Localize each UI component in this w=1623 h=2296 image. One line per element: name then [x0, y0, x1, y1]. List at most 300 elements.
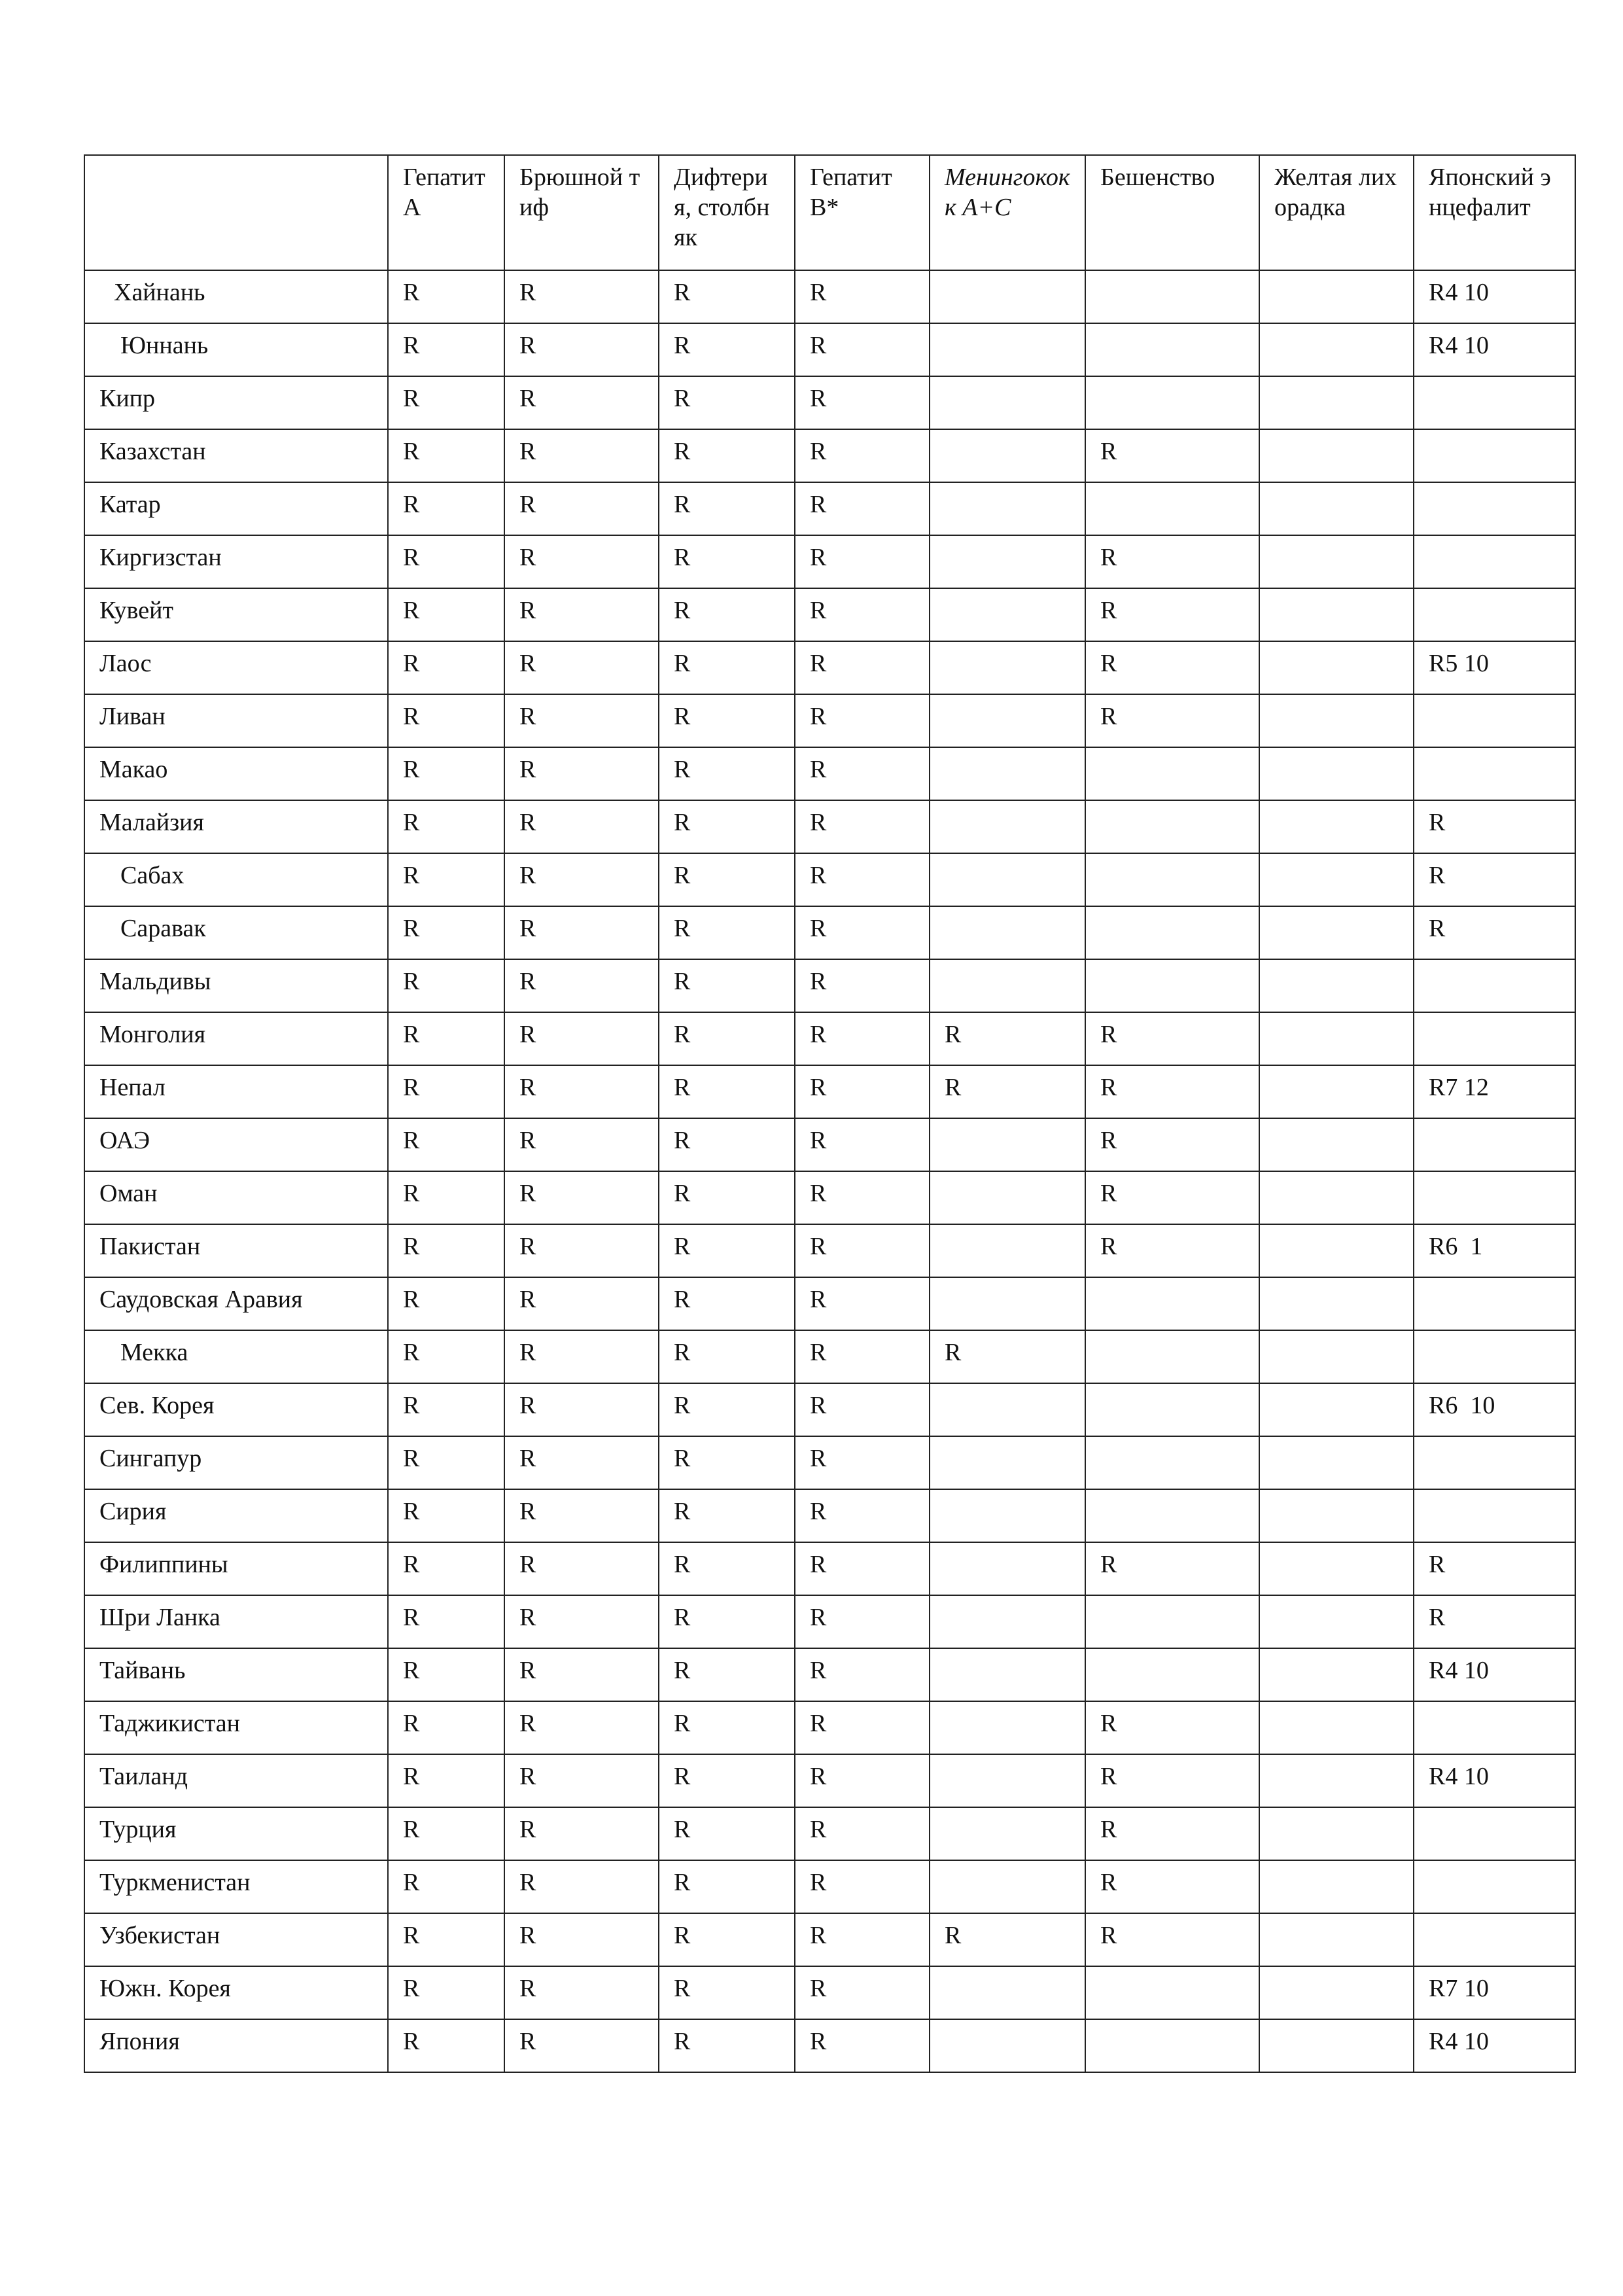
- vaccine-value: R: [1100, 650, 1117, 677]
- vaccine-value: R: [519, 1551, 536, 1578]
- vaccine-cell: [1085, 1383, 1259, 1436]
- vaccine-value: R: [810, 1604, 827, 1631]
- vaccine-cell: [659, 1224, 795, 1277]
- vaccine-value: R: [810, 544, 827, 571]
- vaccine-value: R: [1100, 1180, 1117, 1207]
- vaccine-cell: [1085, 1648, 1259, 1701]
- table-row: [84, 1012, 1575, 1065]
- vaccine-value: R: [519, 544, 536, 571]
- vaccine-value: R4 10: [1429, 332, 1489, 359]
- vaccine-value: R: [519, 597, 536, 624]
- vaccine-cell: [659, 1330, 795, 1383]
- vaccine-value: R: [810, 597, 827, 624]
- vaccine-cell: [1414, 1542, 1575, 1595]
- country-cell: [84, 1807, 388, 1860]
- vaccine-cell: [1085, 1966, 1259, 2019]
- vaccine-value: R: [403, 1869, 420, 1896]
- vaccine-value: R: [674, 1021, 691, 1048]
- vaccine-value: R: [1100, 1233, 1117, 1260]
- vaccine-cell: [1414, 1436, 1575, 1489]
- vaccine-value: R: [519, 1021, 536, 1048]
- vaccine-cell: [930, 1860, 1085, 1913]
- vaccine-value: R: [519, 1975, 536, 2002]
- vaccine-cell: [659, 270, 795, 323]
- vaccine-cell: [930, 1807, 1085, 1860]
- vaccine-value: R: [810, 1233, 827, 1260]
- column-header-label: Гепатит А: [403, 164, 485, 221]
- country-cell: [84, 1648, 388, 1701]
- vaccine-cell: [659, 1118, 795, 1171]
- vaccine-cell: [1259, 1012, 1414, 1065]
- country-name: Узбекистан: [99, 1922, 220, 1949]
- vaccine-value: R: [1100, 1763, 1117, 1790]
- vaccine-cell: [659, 1436, 795, 1489]
- vaccine-value: R: [403, 1551, 420, 1578]
- vaccine-cell: [1259, 1542, 1414, 1595]
- table-row: [84, 323, 1575, 376]
- vaccine-cell: [795, 1277, 930, 1330]
- vaccine-value: R: [674, 756, 691, 783]
- country-cell: [84, 1595, 388, 1648]
- vaccine-value: R: [403, 1339, 420, 1366]
- vaccine-value: R: [519, 1339, 536, 1366]
- vaccine-value: R: [519, 1604, 536, 1631]
- vaccine-value: R: [674, 491, 691, 518]
- vaccine-cell: [659, 429, 795, 482]
- vaccine-value: R: [1100, 438, 1117, 465]
- vaccine-cell: [1414, 588, 1575, 641]
- vaccine-cell: [1414, 1383, 1575, 1436]
- vaccine-value: R: [403, 1922, 420, 1949]
- country-cell: [84, 429, 388, 482]
- vaccine-cell: [795, 1171, 930, 1224]
- vaccine-value: R: [810, 703, 827, 730]
- vaccine-cell: [1085, 1913, 1259, 1966]
- vaccine-cell: [388, 1065, 504, 1118]
- vaccine-value: R: [403, 756, 420, 783]
- vaccine-value: R: [1429, 1604, 1446, 1631]
- vaccine-cell: [1414, 959, 1575, 1012]
- vaccine-cell: [1414, 535, 1575, 588]
- vaccine-cell: [1414, 1171, 1575, 1224]
- vaccine-value: R: [674, 1180, 691, 1207]
- table-row: [84, 1860, 1575, 1913]
- vaccine-value: R: [403, 915, 420, 942]
- vaccine-cell: [795, 800, 930, 853]
- vaccine-cell: [1414, 1489, 1575, 1542]
- vaccine-value: R: [810, 756, 827, 783]
- country-cell: [84, 482, 388, 535]
- vaccine-value: R: [403, 385, 420, 412]
- vaccine-value: R: [403, 1975, 420, 2002]
- vaccine-value: R: [674, 544, 691, 571]
- vaccine-value: R: [403, 1286, 420, 1313]
- vaccine-cell: [930, 1436, 1085, 1489]
- vaccine-cell: [1259, 1595, 1414, 1648]
- country-cell: [84, 1330, 388, 1383]
- vaccine-value: R: [403, 1763, 420, 1790]
- country-name: Пакистан: [99, 1233, 201, 1260]
- vaccine-cell: [388, 747, 504, 800]
- vaccine-cell: [1414, 1754, 1575, 1807]
- country-name: Монголия: [99, 1021, 206, 1048]
- vaccine-cell: [504, 641, 659, 694]
- vaccine-value: R: [945, 1922, 962, 1949]
- vaccine-cell: [795, 694, 930, 747]
- vaccine-value: R: [519, 438, 536, 465]
- vaccine-cell: [1259, 1277, 1414, 1330]
- vaccine-cell: [388, 1489, 504, 1542]
- vaccine-cell: [388, 1171, 504, 1224]
- country-name: Мекка: [120, 1339, 188, 1366]
- country-name: Саудовская Аравия: [99, 1286, 303, 1313]
- vaccine-value: R: [674, 385, 691, 412]
- country-name: Казахстан: [99, 438, 206, 465]
- vaccine-cell: [795, 482, 930, 535]
- vaccine-cell: [388, 1754, 504, 1807]
- vaccine-value: R: [403, 438, 420, 465]
- vaccine-value: R: [810, 650, 827, 677]
- vaccine-cell: [388, 1807, 504, 1860]
- table-row: [84, 1542, 1575, 1595]
- table-row: [84, 535, 1575, 588]
- vaccine-cell: [504, 588, 659, 641]
- vaccine-value: R: [519, 1922, 536, 1949]
- vaccine-value: R: [810, 1657, 827, 1684]
- vaccine-value: R: [519, 1445, 536, 1472]
- vaccine-cell: [388, 1012, 504, 1065]
- country-name: Лаос: [99, 650, 152, 677]
- vaccine-value: R: [403, 491, 420, 518]
- table-row: [84, 588, 1575, 641]
- vaccine-cell: [659, 1754, 795, 1807]
- vaccine-cell: [659, 535, 795, 588]
- vaccine-cell: [930, 1595, 1085, 1648]
- vaccine-cell: [1414, 1966, 1575, 2019]
- vaccine-cell: [388, 694, 504, 747]
- vaccine-cell: [1085, 641, 1259, 694]
- vaccine-value: R: [403, 1233, 420, 1260]
- vaccine-cell: [504, 535, 659, 588]
- vaccine-cell: [930, 1754, 1085, 1807]
- vaccine-cell: [1414, 2019, 1575, 2072]
- vaccine-cell: [388, 1701, 504, 1754]
- vaccine-value: R: [403, 862, 420, 889]
- country-cell: [84, 1224, 388, 1277]
- header-cell: [388, 155, 504, 270]
- vaccine-value: R: [810, 279, 827, 306]
- vaccine-cell: [1414, 376, 1575, 429]
- vaccine-cell: [504, 1383, 659, 1436]
- vaccine-value: R: [403, 1657, 420, 1684]
- column-header-label: Бешенство: [1100, 164, 1215, 191]
- vaccine-cell: [1414, 1330, 1575, 1383]
- vaccine-value: R: [403, 597, 420, 624]
- vaccine-value: R: [519, 491, 536, 518]
- vaccine-cell: [930, 694, 1085, 747]
- vaccine-cell: [1414, 1277, 1575, 1330]
- vaccine-value: R4 10: [1429, 2028, 1489, 2055]
- vaccine-value: R: [403, 1021, 420, 1048]
- vaccine-value: R: [403, 650, 420, 677]
- vaccine-value: R: [674, 1816, 691, 1843]
- vaccine-value: R6 1: [1429, 1233, 1483, 1260]
- vaccine-cell: [795, 1383, 930, 1436]
- vaccine-cell: [1414, 800, 1575, 853]
- vaccine-value: R: [674, 1392, 691, 1419]
- vaccine-value: R6 10: [1429, 1392, 1495, 1419]
- country-name: Турция: [99, 1816, 177, 1843]
- vaccine-cell: [1259, 270, 1414, 323]
- vaccine-value: R: [674, 2028, 691, 2055]
- vaccine-cell: [1259, 482, 1414, 535]
- vaccine-cell: [1085, 1701, 1259, 1754]
- vaccine-cell: [1259, 1754, 1414, 1807]
- country-cell: [84, 1012, 388, 1065]
- vaccine-cell: [930, 376, 1085, 429]
- vaccine-cell: [1414, 906, 1575, 959]
- header-cell-country: [84, 155, 388, 270]
- vaccine-value: R: [403, 1498, 420, 1525]
- table-row: [84, 1277, 1575, 1330]
- vaccine-cell: [795, 641, 930, 694]
- vaccine-cell: [1259, 1860, 1414, 1913]
- vaccine-cell: [1085, 270, 1259, 323]
- vaccine-value: R: [1100, 1922, 1117, 1949]
- vaccine-cell: [659, 1701, 795, 1754]
- vaccine-cell: [795, 1436, 930, 1489]
- vaccine-value: R: [1429, 809, 1446, 836]
- vaccine-value: R: [519, 1710, 536, 1737]
- vaccine-cell: [1259, 588, 1414, 641]
- vaccine-cell: [388, 429, 504, 482]
- vaccine-cell: [930, 1012, 1085, 1065]
- vaccine-cell: [388, 853, 504, 906]
- vaccine-value: R: [810, 915, 827, 942]
- country-cell: [84, 1966, 388, 2019]
- vaccine-value: R: [1100, 544, 1117, 571]
- country-name: Ливан: [99, 703, 166, 730]
- vaccine-cell: [504, 959, 659, 1012]
- country-cell: [84, 641, 388, 694]
- vaccine-value: R: [1429, 862, 1446, 889]
- vaccine-value: R: [810, 1975, 827, 2002]
- vaccine-cell: [504, 1489, 659, 1542]
- country-name: Таиланд: [99, 1763, 188, 1790]
- vaccine-value: R: [810, 1021, 827, 1048]
- table-row: [84, 800, 1575, 853]
- vaccine-cell: [1085, 429, 1259, 482]
- country-cell: [84, 323, 388, 376]
- country-cell: [84, 853, 388, 906]
- vaccine-value: R: [519, 1657, 536, 1684]
- vaccine-value: R: [674, 703, 691, 730]
- vaccine-value: R: [810, 809, 827, 836]
- header-cell: [795, 155, 930, 270]
- header-cell: [930, 155, 1085, 270]
- vaccine-value: R: [674, 1233, 691, 1260]
- vaccine-cell: [659, 2019, 795, 2072]
- vaccine-value: R: [674, 1445, 691, 1472]
- vaccine-cell: [1259, 2019, 1414, 2072]
- vaccine-value: R: [674, 1975, 691, 2002]
- vaccine-cell: [1259, 429, 1414, 482]
- country-name: Филиппины: [99, 1551, 228, 1578]
- vaccine-cell: [1414, 270, 1575, 323]
- vaccine-value: R: [945, 1021, 962, 1048]
- vaccine-value: R: [674, 1498, 691, 1525]
- vaccine-cell: [1414, 1807, 1575, 1860]
- vaccine-cell: [1259, 376, 1414, 429]
- table-row: [84, 906, 1575, 959]
- vaccine-cell: [795, 906, 930, 959]
- vaccine-cell: [1414, 1065, 1575, 1118]
- vaccine-cell: [659, 906, 795, 959]
- vaccine-value: R: [674, 1127, 691, 1154]
- vaccine-value: R: [403, 279, 420, 306]
- table-row: [84, 1648, 1575, 1701]
- vaccine-cell: [504, 376, 659, 429]
- vaccine-cell: [1085, 1118, 1259, 1171]
- vaccine-value: R: [810, 1816, 827, 1843]
- country-name: Таджикистан: [99, 1710, 240, 1737]
- table-row: [84, 429, 1575, 482]
- country-name: Сабах: [120, 862, 184, 889]
- column-header-label: Японский энцефалит: [1429, 164, 1551, 221]
- vaccine-cell: [659, 694, 795, 747]
- vaccine-cell: [1085, 800, 1259, 853]
- vaccine-cell: [659, 1542, 795, 1595]
- vaccine-cell: [388, 800, 504, 853]
- vaccine-value: R: [674, 1657, 691, 1684]
- vaccine-cell: [388, 1224, 504, 1277]
- vaccine-cell: [1414, 853, 1575, 906]
- vaccine-cell: [1085, 1436, 1259, 1489]
- vaccine-cell: [1085, 959, 1259, 1012]
- vaccine-cell: [388, 1436, 504, 1489]
- vaccine-value: R: [674, 1551, 691, 1578]
- vaccine-cell: [504, 1171, 659, 1224]
- vaccine-value: R: [519, 915, 536, 942]
- vaccine-cell: [659, 1489, 795, 1542]
- vaccine-cell: [795, 588, 930, 641]
- vaccine-cell: [930, 588, 1085, 641]
- vaccine-cell: [1414, 323, 1575, 376]
- country-name: Япония: [99, 2028, 180, 2055]
- country-cell: [84, 1171, 388, 1224]
- vaccine-value: R: [674, 597, 691, 624]
- column-header-label: Брюшной тиф: [519, 164, 640, 221]
- vaccine-cell: [1259, 1489, 1414, 1542]
- vaccine-cell: [1085, 1595, 1259, 1648]
- vaccine-value: R: [810, 385, 827, 412]
- table-row: [84, 1383, 1575, 1436]
- vaccine-cell: [795, 1966, 930, 2019]
- vaccine-value: R: [519, 968, 536, 995]
- vaccine-cell: [659, 1383, 795, 1436]
- country-name: Хайнань: [114, 279, 205, 306]
- table-row: [84, 694, 1575, 747]
- vaccine-cell: [930, 1966, 1085, 2019]
- vaccine-cell: [930, 1118, 1085, 1171]
- vaccine-cell: [795, 429, 930, 482]
- vaccine-cell: [1414, 1913, 1575, 1966]
- vaccine-cell: [659, 959, 795, 1012]
- vaccine-cell: [1085, 1065, 1259, 1118]
- vaccine-cell: [388, 482, 504, 535]
- vaccine-cell: [1414, 1701, 1575, 1754]
- vaccine-cell: [795, 535, 930, 588]
- vaccine-cell: [504, 1542, 659, 1595]
- vaccine-value: R: [519, 279, 536, 306]
- vaccine-value: R: [810, 1710, 827, 1737]
- vaccine-cell: [1259, 1330, 1414, 1383]
- vaccine-cell: [795, 1648, 930, 1701]
- vaccine-cell: [795, 1701, 930, 1754]
- vaccine-cell: [388, 535, 504, 588]
- vaccine-cell: [659, 1807, 795, 1860]
- table-header: [84, 155, 1575, 270]
- vaccine-cell: [1085, 1542, 1259, 1595]
- vaccine-cell: [1085, 588, 1259, 641]
- country-cell: [84, 1065, 388, 1118]
- vaccine-cell: [930, 1065, 1085, 1118]
- vaccine-value: R: [519, 703, 536, 730]
- vaccine-cell: [795, 1860, 930, 1913]
- table-row: [84, 1754, 1575, 1807]
- vaccine-value: R: [810, 1286, 827, 1313]
- vaccine-cell: [1259, 1966, 1414, 2019]
- vaccine-cell: [504, 1648, 659, 1701]
- vaccine-value: R: [945, 1339, 962, 1366]
- vaccine-value: R: [1100, 1074, 1117, 1101]
- vaccine-cell: [930, 1224, 1085, 1277]
- vaccine-cell: [795, 1118, 930, 1171]
- country-cell: [84, 2019, 388, 2072]
- vaccine-value: R: [1100, 597, 1117, 624]
- vaccine-value: R: [674, 1922, 691, 1949]
- country-cell: [84, 1118, 388, 1171]
- vaccine-cell: [1085, 1277, 1259, 1330]
- vaccine-cell: [388, 2019, 504, 2072]
- vaccine-value: R: [810, 1445, 827, 1472]
- vaccine-cell: [388, 376, 504, 429]
- vaccine-value: R7 12: [1429, 1074, 1489, 1101]
- vaccine-cell: [1259, 959, 1414, 1012]
- vaccine-cell: [388, 641, 504, 694]
- table-row: [84, 1171, 1575, 1224]
- vaccine-value: R: [519, 1763, 536, 1790]
- vaccine-cell: [388, 1913, 504, 1966]
- vaccine-cell: [1414, 482, 1575, 535]
- vaccine-value: R: [674, 809, 691, 836]
- vaccine-value: R: [403, 2028, 420, 2055]
- vaccine-cell: [1259, 535, 1414, 588]
- vaccine-cell: [1414, 429, 1575, 482]
- table-row: [84, 376, 1575, 429]
- header-cell: [504, 155, 659, 270]
- table-row: [84, 482, 1575, 535]
- vaccine-cell: [1259, 323, 1414, 376]
- vaccine-value: R: [519, 332, 536, 359]
- country-cell: [84, 1383, 388, 1436]
- vaccine-cell: [504, 906, 659, 959]
- country-cell: [84, 1913, 388, 1966]
- table-row: [84, 1966, 1575, 2019]
- column-header-label: Менингококк А+С: [945, 164, 1070, 221]
- vaccine-value: R: [945, 1074, 962, 1101]
- vaccine-cell: [504, 1860, 659, 1913]
